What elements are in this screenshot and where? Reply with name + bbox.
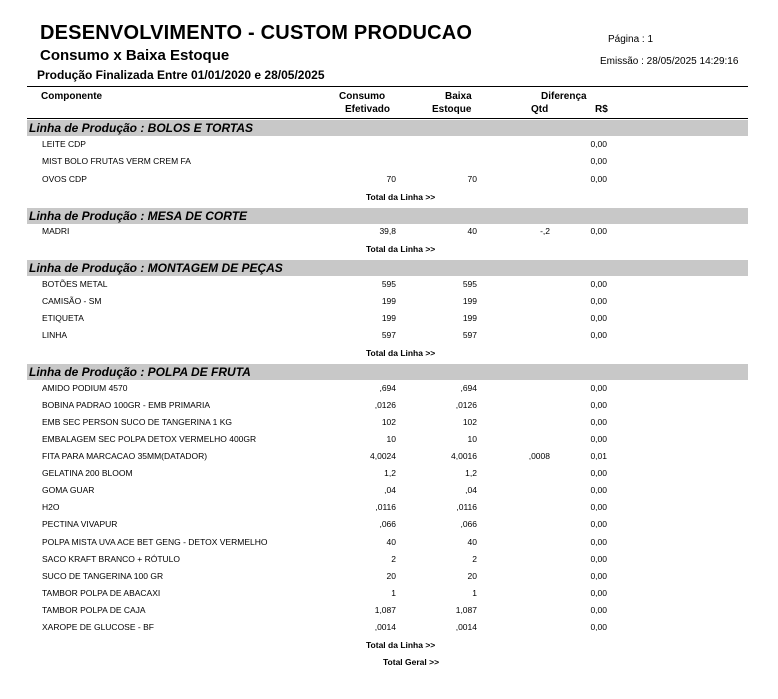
- row-baixa: ,0014: [455, 622, 477, 632]
- row-name: BOBINA PADRAO 100GR - EMB PRIMARIA: [42, 400, 210, 410]
- row-baixa: 1,2: [465, 468, 477, 478]
- row-consumo: 1: [391, 588, 396, 598]
- column-header-qtd: Qtd: [531, 104, 549, 115]
- row-qtd: -,2: [540, 226, 550, 236]
- section-band: [27, 208, 748, 224]
- report-subtitle: Consumo x Baixa Estoque: [40, 47, 230, 64]
- row-name: TAMBOR POLPA DE CAJA: [42, 605, 146, 615]
- section-total: Total da Linha >>: [366, 640, 436, 650]
- row-rs: 0,00: [590, 226, 607, 236]
- row-name: GELATINA 200 BLOOM: [42, 468, 133, 478]
- row-consumo: ,0116: [375, 502, 396, 512]
- row-rs: 0,00: [590, 622, 607, 632]
- table-row: [0, 586, 778, 603]
- row-consumo: ,066: [379, 519, 396, 529]
- column-header-efetivado: Efetivado: [345, 104, 391, 115]
- row-baixa: 595: [462, 279, 477, 289]
- page-number: Página : 1: [608, 34, 654, 45]
- row-consumo: 199: [381, 296, 396, 306]
- row-rs: 0,00: [590, 434, 607, 444]
- row-rs: 0,00: [590, 383, 607, 393]
- row-consumo: 20: [386, 571, 396, 581]
- column-header-baixa: Baixa: [445, 91, 472, 102]
- row-name: FITA PARA MARCACAO 35MM(DATADOR): [42, 451, 208, 461]
- table-row: [0, 415, 778, 432]
- row-name: SUCO DE TANGERINA 100 GR: [42, 571, 164, 581]
- table-row: [0, 277, 778, 294]
- row-rs: 0,00: [590, 400, 607, 410]
- row-consumo: 40: [386, 537, 396, 547]
- row-name: CAMISÃO - SM: [42, 296, 102, 306]
- column-header-diferenca: Diferença: [541, 91, 587, 102]
- row-name: PECTINA VIVAPUR: [42, 519, 118, 529]
- row-qtd: ,0008: [528, 451, 550, 461]
- row-consumo: 1,2: [384, 468, 396, 478]
- row-consumo: 4,0024: [370, 451, 396, 461]
- row-rs: 0,00: [590, 502, 607, 512]
- row-name: SACO KRAFT BRANCO + RÓTULO: [42, 554, 180, 564]
- section-label: Linha de Produção : MONTAGEM DE PEÇAS: [29, 261, 283, 275]
- report-title: DESENVOLVIMENTO - CUSTOM PRODUCAO: [40, 22, 473, 44]
- section-total: Total da Linha >>: [366, 244, 436, 254]
- section-band: [27, 260, 748, 276]
- section-band: [27, 120, 748, 136]
- row-name: POLPA MISTA UVA ACE BET GENG - DETOX VERMELHO: [42, 537, 268, 547]
- row-baixa: ,066: [460, 519, 477, 529]
- row-consumo: 70: [386, 174, 396, 184]
- row-baixa: 102: [462, 417, 477, 427]
- row-name: OVOS CDP: [42, 174, 87, 184]
- row-rs: 0,00: [590, 279, 607, 289]
- row-rs: 0,00: [590, 139, 607, 149]
- row-baixa: 40: [467, 537, 477, 547]
- section-label: Linha de Produção : MESA DE CORTE: [29, 209, 248, 223]
- table-row: [0, 398, 778, 415]
- row-name: BOTÕES METAL: [42, 279, 108, 289]
- row-name: TAMBOR POLPA DE ABACAXI: [42, 588, 161, 598]
- table-row: [0, 137, 778, 154]
- section-total: Total da Linha >>: [366, 348, 436, 358]
- row-baixa: 1,087: [455, 605, 477, 615]
- row-consumo: 39,8: [379, 226, 396, 236]
- row-consumo: ,694: [379, 383, 396, 393]
- row-name: AMIDO PODIUM 4570: [42, 383, 128, 393]
- table-row: [0, 449, 778, 466]
- row-name: LINHA: [42, 330, 68, 340]
- row-baixa: 199: [462, 296, 477, 306]
- row-rs: 0,00: [590, 519, 607, 529]
- table-row: [0, 620, 778, 637]
- row-rs: 0,00: [590, 571, 607, 581]
- row-rs: 0,00: [590, 417, 607, 427]
- row-baixa: 199: [462, 313, 477, 323]
- row-name: H2O: [42, 502, 60, 512]
- header-bottom-rule: [27, 118, 748, 119]
- row-rs: 0,00: [590, 174, 607, 184]
- row-baixa: 40: [467, 226, 477, 236]
- column-header-rs: R$: [595, 104, 608, 115]
- table-row: [0, 517, 778, 534]
- table-row: [0, 552, 778, 569]
- row-name: EMB SEC PERSON SUCO DE TANGERINA 1 KG: [42, 417, 233, 427]
- table-row: [0, 154, 778, 171]
- row-baixa: 10: [467, 434, 477, 444]
- row-rs: 0,00: [590, 313, 607, 323]
- column-header-consumo: Consumo: [339, 91, 386, 102]
- table-row: [0, 224, 778, 241]
- row-consumo: ,04: [384, 485, 396, 495]
- row-consumo: ,0014: [374, 622, 396, 632]
- row-name: LEITE CDP: [42, 139, 86, 149]
- row-baixa: 2: [472, 554, 477, 564]
- table-row: [0, 432, 778, 449]
- table-row: [0, 311, 778, 328]
- section-label: Linha de Produção : POLPA DE FRUTA: [29, 365, 251, 379]
- row-rs: 0,00: [590, 156, 607, 166]
- row-baixa: ,0126: [455, 400, 477, 410]
- row-consumo: 2: [391, 554, 396, 564]
- row-consumo: 595: [381, 279, 396, 289]
- table-row: [0, 603, 778, 620]
- column-header-estoque: Estoque: [432, 104, 472, 115]
- row-name: MADRI: [42, 226, 70, 236]
- row-consumo: 10: [386, 434, 396, 444]
- section-label: Linha de Produção : BOLOS E TORTAS: [29, 121, 254, 135]
- row-name: EMBALAGEM SEC POLPA DETOX VERMELHO 400GR: [42, 434, 257, 444]
- row-rs: 0,00: [590, 485, 607, 495]
- section-total: Total da Linha >>: [366, 192, 436, 202]
- row-name: GOMA GUAR: [42, 485, 95, 495]
- row-baixa: 20: [467, 571, 477, 581]
- header-top-rule: [27, 86, 748, 87]
- table-row: [0, 172, 778, 189]
- column-header-componente: Componente: [41, 91, 103, 102]
- table-row: [0, 328, 778, 345]
- row-baixa: 70: [467, 174, 477, 184]
- row-baixa: ,0116: [456, 502, 477, 512]
- table-row: [0, 294, 778, 311]
- table-row: [0, 500, 778, 517]
- row-name: MIST BOLO FRUTAS VERM CREM FA: [42, 156, 191, 166]
- row-baixa: ,694: [460, 383, 477, 393]
- row-consumo: 1,087: [374, 605, 396, 615]
- row-name: ETIQUETA: [42, 313, 84, 323]
- row-baixa: ,04: [465, 485, 477, 495]
- row-baixa: 597: [462, 330, 477, 340]
- table-row: [0, 483, 778, 500]
- row-name: XAROPE DE GLUCOSE - BF: [42, 622, 154, 632]
- row-consumo: ,0126: [374, 400, 396, 410]
- row-rs: 0,00: [590, 554, 607, 564]
- row-rs: 0,00: [590, 330, 607, 340]
- row-consumo: 597: [381, 330, 396, 340]
- section-band: [27, 364, 748, 380]
- row-rs: 0,00: [590, 588, 607, 598]
- grand-total: Total Geral >>: [383, 657, 440, 667]
- table-row: [0, 569, 778, 586]
- row-rs: 0,00: [590, 605, 607, 615]
- row-consumo: 199: [381, 313, 396, 323]
- table-row: [0, 381, 778, 398]
- report-period: Produção Finalizada Entre 01/01/2020 e 28/05/2025: [37, 68, 325, 82]
- emission-date: Emissão : 28/05/2025 14:29:16: [600, 56, 739, 67]
- table-row: [0, 535, 778, 552]
- row-rs: 0,00: [590, 537, 607, 547]
- row-rs: 0,00: [590, 468, 607, 478]
- table-row: [0, 466, 778, 483]
- row-baixa: 4,0016: [451, 451, 477, 461]
- row-consumo: 102: [381, 417, 396, 427]
- row-rs: 0,01: [590, 451, 607, 461]
- row-rs: 0,00: [590, 296, 607, 306]
- row-baixa: 1: [472, 588, 477, 598]
